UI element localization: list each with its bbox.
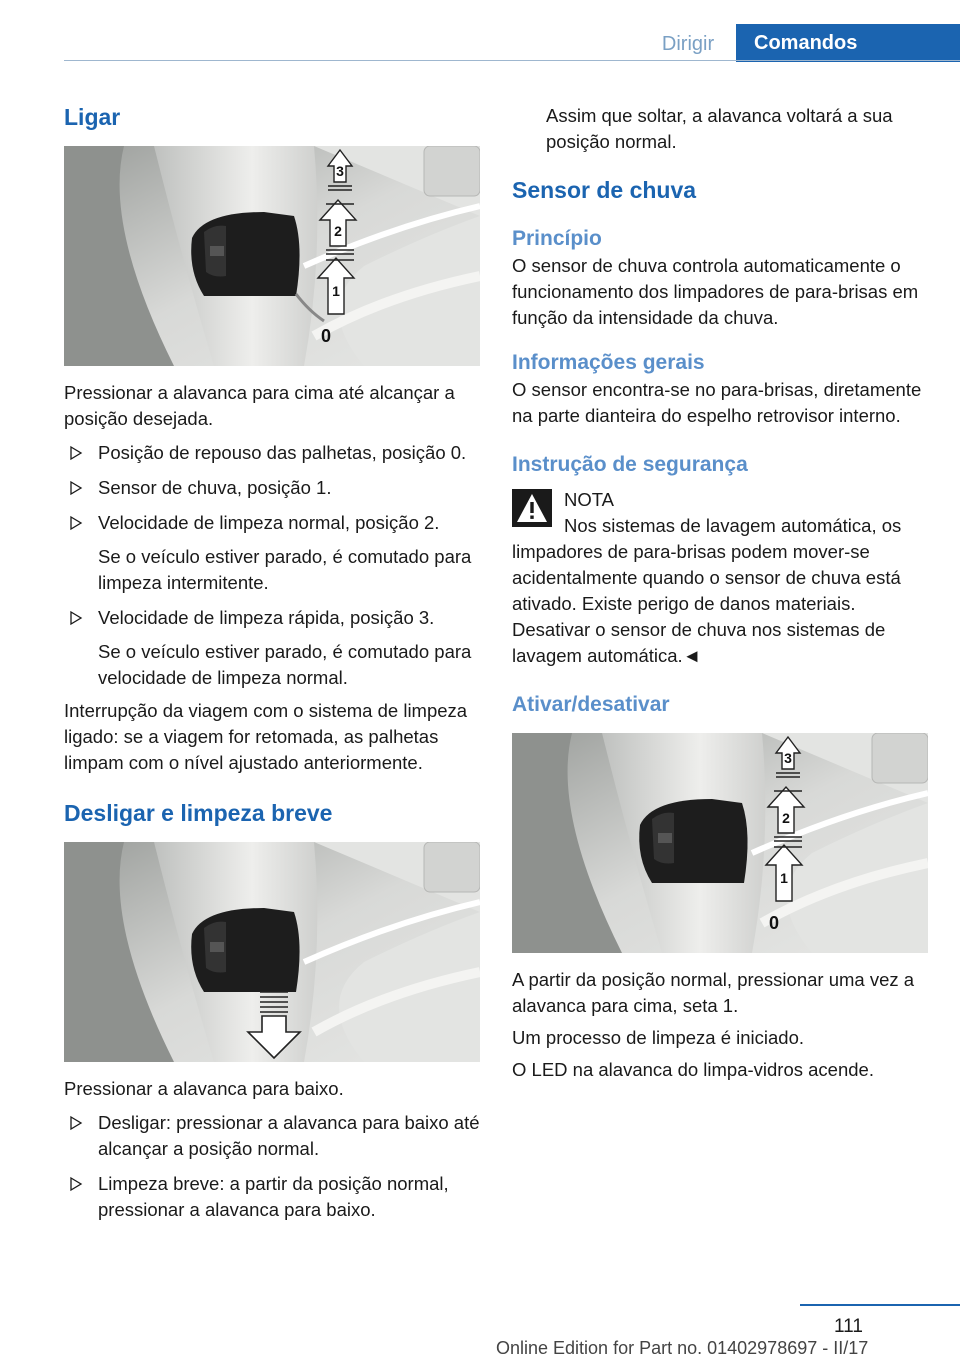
warning-triangle-icon bbox=[512, 489, 552, 527]
bullet-text: Velocidade de limpeza normal, posição 2. bbox=[98, 512, 440, 533]
header-rule bbox=[64, 60, 960, 61]
heading-seguranca: Instrução de segurança bbox=[512, 453, 748, 476]
info-text: O sensor encontra-se no para-brisas, diretamente na parte dianteira do espelho retrovisor interno. bbox=[512, 379, 922, 426]
heading-principio: Princípio bbox=[512, 227, 602, 250]
heading-info-gerais: Informações gerais bbox=[512, 351, 705, 374]
list-item bbox=[64, 440, 482, 466]
bullet-subtext: Se o veículo estiver parado, é comutado para velocidade de limpeza normal. bbox=[98, 641, 472, 688]
safety-note bbox=[512, 487, 930, 669]
lever-up-illustration bbox=[64, 146, 480, 366]
arrow-label-3: 3 bbox=[784, 750, 792, 766]
list-item bbox=[64, 475, 482, 501]
triangle-bullet-icon bbox=[68, 1176, 84, 1192]
bullet-text: Sensor de chuva, posição 1. bbox=[98, 477, 332, 498]
ativar-text-1: A partir da posição normal, pressionar uma vez a alavanca para cima, seta 1. bbox=[512, 969, 915, 1016]
ligar-intro: Pressionar a alavanca para cima até alcançar a posição desejada. bbox=[64, 382, 455, 429]
heading-desligar: Desligar e limpeza breve bbox=[64, 800, 333, 826]
lever-down-illustration bbox=[64, 842, 480, 1062]
figure-lever-up bbox=[64, 146, 480, 366]
triangle-bullet-icon bbox=[68, 610, 84, 626]
arrow-label-1: 1 bbox=[332, 283, 340, 299]
desligar-intro: Pressionar a alavanca para baixo. bbox=[64, 1078, 344, 1099]
arrow-label-2: 2 bbox=[334, 223, 342, 239]
heading-ligar: Ligar bbox=[64, 104, 121, 130]
header-section: Dirigir bbox=[661, 33, 715, 55]
heading-sensor-chuva: Sensor de chuva bbox=[512, 177, 697, 203]
note-label: NOTA bbox=[564, 489, 615, 510]
footer-rule bbox=[800, 1304, 960, 1306]
right-column bbox=[512, 96, 930, 1083]
bullet-text: Limpeza breve: a partir da posição normal, pressionar a alavanca para baixo. bbox=[98, 1173, 449, 1220]
principio-text: O sensor de chuva controla automaticamente o funcionamento dos limpadores de para-brisas em função da intensidade da chuva. bbox=[512, 255, 919, 328]
triangle-bullet-icon bbox=[68, 480, 84, 496]
page-number: 111 bbox=[834, 1316, 863, 1337]
triangle-bullet-icon bbox=[68, 1115, 84, 1131]
figure-lever-down bbox=[64, 842, 480, 1062]
ligar-bullet-list bbox=[64, 440, 482, 691]
arrow-label-0: 0 bbox=[320, 326, 332, 346]
bullet-text: Posição de repouso das palhetas, posição 0. bbox=[98, 442, 467, 463]
arrow-label-3: 3 bbox=[336, 163, 344, 179]
list-item bbox=[64, 605, 482, 691]
bullet-text: Desligar: pressionar a alavanca para baixo até alcançar a posição normal. bbox=[98, 1112, 480, 1159]
triangle-bullet-icon bbox=[68, 515, 84, 531]
left-column bbox=[64, 96, 482, 1232]
header-chapter: Comandos bbox=[736, 24, 960, 62]
triangle-bullet-icon bbox=[68, 445, 84, 461]
bullet-text: Velocidade de limpeza rápida, posição 3. bbox=[98, 607, 435, 628]
desligar-bullet-list bbox=[64, 1110, 482, 1223]
list-item bbox=[64, 1110, 482, 1162]
arrow-label-0: 0 bbox=[768, 913, 780, 933]
arrow-label-1: 1 bbox=[780, 870, 788, 886]
arrow-label-2: 2 bbox=[782, 810, 790, 826]
ativar-text-3: O LED na alavanca do limpa-vidros acende. bbox=[512, 1059, 874, 1080]
list-item bbox=[64, 510, 482, 596]
footer-edition: Online Edition for Part no. 01402978697 - II/17 bbox=[496, 1338, 869, 1358]
figure-lever-activate bbox=[512, 733, 928, 953]
bullet-subtext: Se o veículo estiver parado, é comutado para limpeza intermitente. bbox=[98, 546, 472, 593]
ligar-interrupt: Interrupção da viagem com o sistema de limpeza ligado: se a viagem for retomada, as palhetas limpam com o nível ajustado anteriormente. bbox=[64, 700, 468, 773]
lever-activate-illustration bbox=[512, 733, 928, 953]
note-text: Nos sistemas de lavagem automática, os limpadores de para-brisas podem mover-se acidentalmente quando o sensor de chuva está ativado. Existe perigo de danos materiais. Desativar o sensor de chuva nos sistemas de lavagem automática.◄ bbox=[512, 515, 902, 666]
list-item bbox=[64, 1171, 482, 1223]
heading-ativar: Ativar/desativar bbox=[512, 693, 670, 716]
release-text: Assim que soltar, a alavanca voltará a sua posição normal. bbox=[546, 105, 893, 152]
ativar-text-2: Um processo de limpeza é iniciado. bbox=[512, 1027, 805, 1048]
